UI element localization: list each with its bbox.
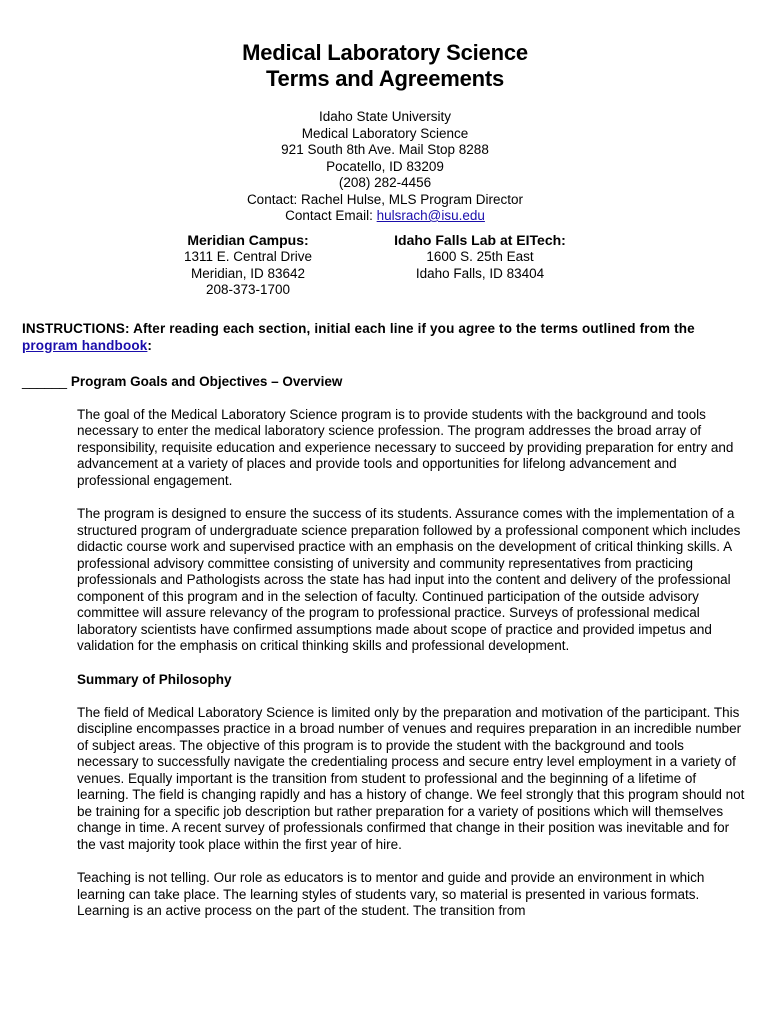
title-line-2: Terms and Agreements xyxy=(265,66,505,91)
university-name: Idaho State University xyxy=(318,109,452,124)
email-link[interactable]: hulsrach@isu.edu xyxy=(376,208,485,223)
title-line-1: Medical Laboratory Science xyxy=(242,40,528,65)
section-heading-program-goals xyxy=(22,373,770,390)
meridian-campus-name: Meridian Campus: xyxy=(187,231,309,248)
program-goals-paragraph-1: The goal of the Medical Laboratory Science program is to provide students with the background and tools necessary to enter the medical laboratory science profession. The program addresses the broad array of responsibility, requisite education and experience necessary to succeed by providing preparation for entry and advancement at a variety of places and provide tools and opportunities for lifelong advancement and professional engagement. xyxy=(77,406,734,488)
instructions xyxy=(22,320,748,354)
document-title xyxy=(0,40,770,92)
instructions-text: INSTRUCTIONS: After reading each section, initial each line if you agree to the terms outlined from the xyxy=(22,320,695,336)
idaho-falls-campus-name: Idaho Falls Lab at EITech: xyxy=(394,231,566,248)
contact-person: Contact: Rachel Hulse, MLS Program Director xyxy=(246,191,524,207)
address-block xyxy=(0,109,770,225)
campuses-block xyxy=(0,232,770,302)
meridian-city: Meridian, ID 83642 xyxy=(190,265,306,281)
philosophy-paragraph-1: The field of Medical Laboratory Science is limited only by the preparation and motivation of the participant. This discipline encompasses practice in a broad number of venues and requires preparation in an incredible number of subject areas. The objective of this program is to provide the student with the background and tools necessary to successfully navigate the credentialing process and secure entry level employment in a variety of venues. Equally important is the transition from student to professional and the beginning of a lifetime of learning. The field is changing rapidly and has a history of change. We feel strongly that this program should not be training for a specific job description but rather preparation for a variety of positions which will themselves change in time. A recent survey of professionals confirmed that change in their position was inevitable and for the vast majority took place within the first year of hire. xyxy=(77,704,745,852)
phone-number: (208) 282-4456 xyxy=(338,175,432,190)
meridian-street: 1311 E. Central Drive xyxy=(183,249,313,264)
meridian-campus xyxy=(168,232,328,299)
meridian-phone: 208-373-1700 xyxy=(205,282,291,297)
summary-philosophy-heading: Summary of Philosophy xyxy=(77,671,232,687)
program-goals-heading: Program Goals and Objectives – Overview xyxy=(70,373,343,389)
contact-email-line xyxy=(0,208,770,225)
idaho-falls-campus xyxy=(370,232,590,283)
instructions-suffix: : xyxy=(147,337,153,353)
idaho-falls-street: 1600 S. 25th East xyxy=(426,249,534,264)
city-state-zip: Pocatello, ID 83209 xyxy=(326,158,444,174)
program-handbook-link[interactable]: program handbook xyxy=(22,337,148,353)
program-goals-paragraph-2: The program is designed to ensure the success of its students. Assurance comes with the implementation of a structured program of undergraduate science preparation followed by a professional component which includes didactic course work and supervised practice with an emphasis on the development of critical thinking skills. A professional advisory committee consisting of university and community representatives from practicing professionals and Pathologists across the state has had input into the content and delivery of the professional component of this program and in the selection of faculty. Continued participation of the outside advisory committee will assure relevancy of the program to professional practice. Surveys of professional medical laboratory scientists have confirmed assumptions made about scope of practice and provided impetus and validation for the emphasis on critical thinking skills and professional development. xyxy=(77,506,741,653)
street-address: 921 South 8th Ave. Mail Stop 8288 xyxy=(281,142,489,157)
email-label: Contact Email: xyxy=(285,208,377,223)
department-name: Medical Laboratory Science xyxy=(301,125,469,141)
initial-blank: ______ xyxy=(22,373,71,389)
idaho-falls-city: Idaho Falls, ID 83404 xyxy=(415,265,545,281)
philosophy-paragraph-2: Teaching is not telling. Our role as educators is to mentor and guide and provide an environment in which learning can take place. The learning styles of students vary, so material is presented in various formats. Learning is an active process on the part of the student. The transition from xyxy=(77,870,705,918)
